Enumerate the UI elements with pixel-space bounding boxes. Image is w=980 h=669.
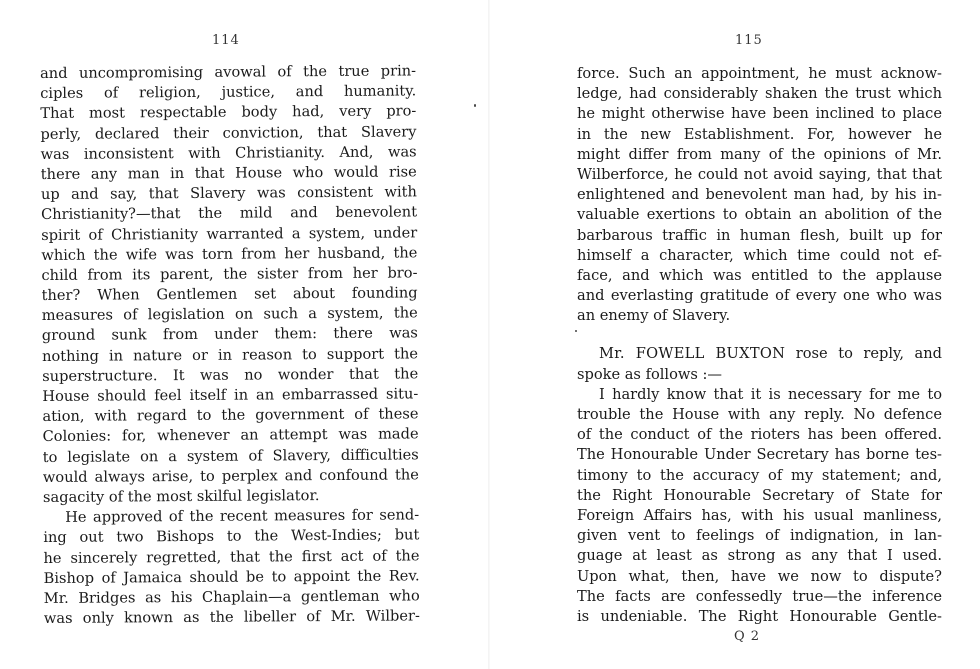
text-line: perly, declared their conviction, that Slavery [40, 122, 417, 143]
ink-speck [474, 104, 476, 107]
text-line: House should feel itself in an embarrassed situ- [42, 385, 419, 405]
text-line: was inconsistent with Christianity. And, was [40, 143, 417, 163]
ink-speck [575, 330, 577, 332]
text-line: enlightened and benevolent man had, by his in- [577, 186, 942, 204]
speaker-intro: rose to reply, and [785, 345, 942, 363]
text-line: spoke as follows :— [577, 365, 723, 383]
text-line: valuable exertions to obtain an abolition of the [577, 206, 942, 224]
left-page-number: 114 [212, 33, 240, 48]
text-line: trouble the House with any reply. No defence [577, 406, 942, 423]
text-line: Mr. Bridges as his Chaplain—a gentleman who [43, 587, 420, 607]
text-line: Christianity?—that the mild and benevolent [40, 203, 418, 224]
text-line: Wilberforce, he could not avoid saying, that that [577, 165, 942, 183]
text-line: face, and which was entitled to the applause [577, 266, 942, 284]
text-line: which the wife was torn from her husband, the [41, 244, 418, 264]
text-line: Upon what, then, have we now to dispute? [577, 567, 942, 585]
text-line: he might otherwise have been inclined to place [577, 105, 942, 123]
text-line: in the new Establishment. For, however he [577, 125, 942, 143]
text-line: ation, with regard to the government of these [42, 405, 419, 426]
text-line: ledge, had considerably shaken the trust which [577, 85, 942, 103]
text-line: of the conduct of the rioters has been offered. [577, 426, 942, 444]
text-line: barbarous traffic in human flesh, built up for [577, 226, 942, 244]
speaker-line [577, 344, 942, 364]
text-line: sagacity of the most skilful legislator. [42, 486, 320, 506]
right-page-body [577, 64, 942, 627]
text-line: ther? When Gentlemen set about founding [41, 284, 418, 305]
text-line: child from its parent, the sister from her bro- [41, 264, 418, 284]
signature-mark: Q 2 [734, 629, 761, 644]
text-line: force. Such an appointment, he must acknow- [577, 65, 942, 82]
text-line: given vent to feelings of indignation, in lan- [577, 527, 942, 545]
text-line: would always arise, to perplex and confound the [42, 466, 419, 486]
left-page [0, 0, 488, 669]
text-line: Foreign Affairs has, with his usual manliness, [577, 506, 942, 524]
text-line: there any man in that House who would rise [40, 163, 417, 183]
text-line: The facts are confessedly true—the inference [577, 587, 942, 605]
text-line: Colonies: for, whenever an attempt was made [42, 425, 419, 446]
left-page-body [40, 61, 420, 629]
text-line: nothing in nature or in reason to support the [41, 344, 419, 365]
right-page [490, 0, 980, 669]
text-line: might differ from many of the opinions of Mr. [577, 145, 942, 163]
text-line: That most respectable body had, very pro- [40, 102, 417, 123]
text-line: ing out two Bishops to the West-Indies; but [43, 526, 420, 547]
text-line: guage at least as strong as any that I used. [577, 547, 942, 565]
text-line: the Right Honourable Secretary of State for [577, 486, 942, 504]
text-line: Bishop of Jamaica should be to appoint the Rev. [43, 567, 420, 587]
text-line: and everlasting gratitude of every one who was [577, 287, 942, 305]
text-line: The Honourable Under Secretary has borne tes- [577, 446, 942, 464]
section-gap [577, 326, 942, 344]
text-line: ciples of religion, justice, and humanity. [40, 82, 417, 103]
text-line: was only known as the libeller of Mr. Wilber- [43, 607, 420, 628]
right-page-number: 115 [735, 33, 763, 48]
text-line: measures of legislation on such a system, the [41, 304, 418, 325]
text-line: I hardly know that it is necessary for me to [599, 385, 942, 403]
text-line: an enemy of Slavery. [577, 307, 731, 325]
text-line: himself a character, which time could not ef- [577, 246, 942, 264]
text-line: spirit of Christianity warranted a system, under [41, 223, 418, 244]
text-line: He approved of the recent measures for send- [65, 506, 420, 526]
text-line: and uncompromising avowal of the true prin- [40, 62, 417, 82]
text-line: to legislate on a system of Slavery, difficulties [42, 445, 419, 466]
speaker-name: Mr. FOWELL BUXTON [599, 345, 786, 363]
text-line: timony to the accuracy of my statement; and, [577, 466, 942, 484]
text-line: superstructure. It was no wonder that the [42, 365, 419, 385]
text-line: is undeniable. The Right Honourable Gentle- [577, 607, 942, 625]
text-line: up and say, that Slavery was consistent with [40, 183, 417, 204]
text-line: ground sunk from under them: there was [41, 324, 418, 345]
text-line: he sincerely regretted, that the first act of the [43, 546, 420, 567]
